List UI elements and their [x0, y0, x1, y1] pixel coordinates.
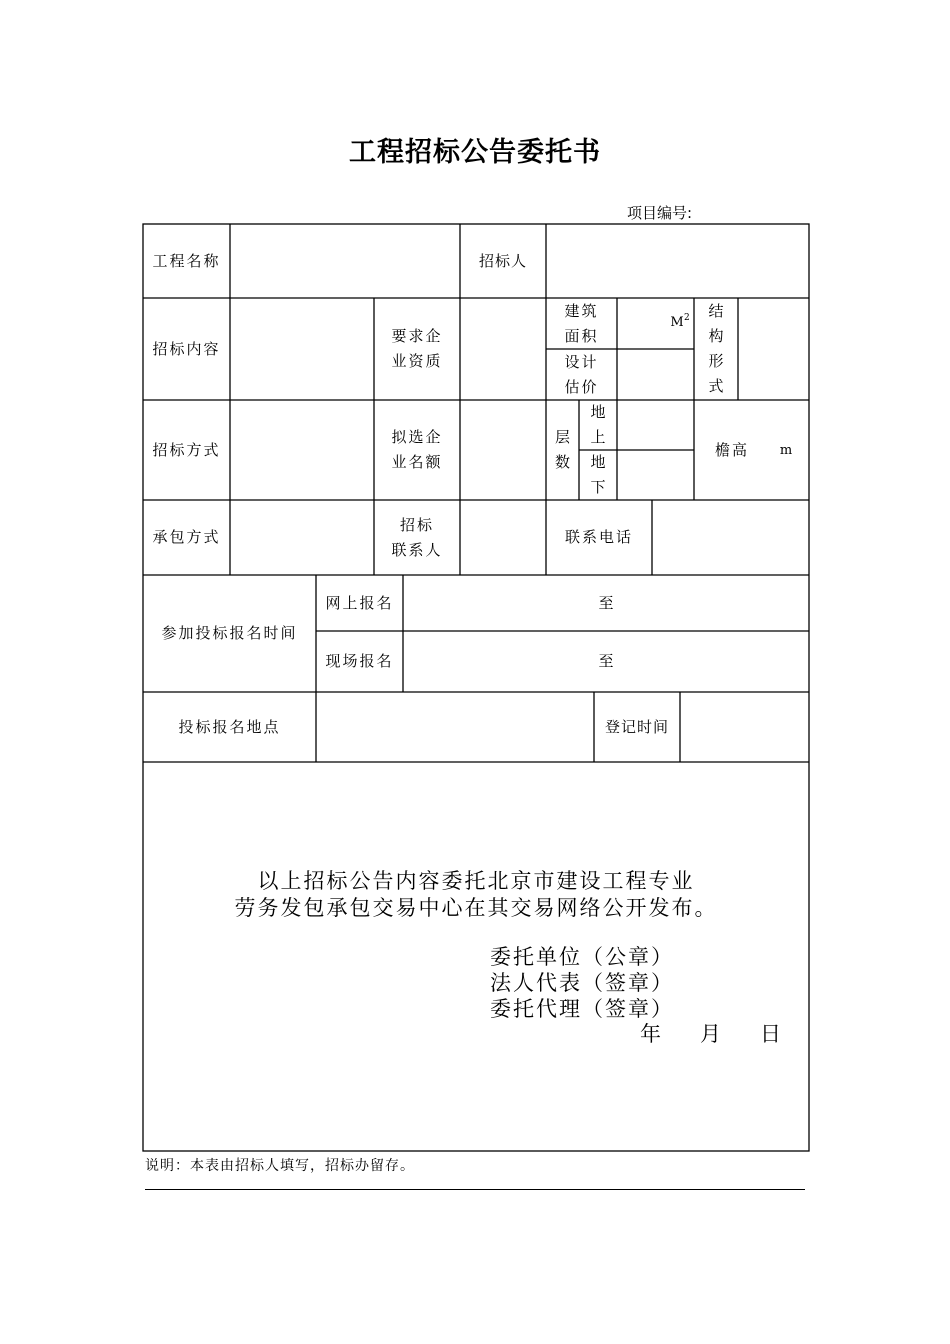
entrustment-statement: [143, 868, 809, 922]
date-day: 日: [760, 1022, 781, 1046]
date-year: 年: [640, 1022, 661, 1046]
online-to: 至: [598, 593, 614, 612]
eave-height-unit: m: [779, 443, 793, 458]
tenderer-label: 招标人: [478, 251, 527, 270]
project-name-label: 工程名称: [152, 251, 221, 270]
onsite-registration-field[interactable]: [403, 631, 809, 692]
onsite-registration-label: 现场报名: [325, 652, 394, 670]
building-area-label: 建筑 面积: [564, 301, 599, 345]
tender-content-label: 招标内容: [152, 339, 221, 358]
contract-method-field[interactable]: [230, 500, 374, 575]
document-title: 工程招标公告委托书: [349, 137, 601, 168]
structure-type-field[interactable]: [738, 298, 809, 400]
below-ground-field[interactable]: [617, 450, 694, 500]
qualification-label: 要求企 业资质: [391, 327, 443, 370]
design-estimate-field[interactable]: [617, 349, 694, 400]
online-registration-label: 网上报名: [325, 593, 394, 612]
statement-line-2: 劳务发包承包交易中心在其交易网络公开发布。: [234, 896, 718, 920]
registration-time-label: 参加投标报名时间: [161, 624, 298, 642]
floors-label: 层 数: [554, 428, 570, 471]
above-ground-field[interactable]: [617, 400, 694, 450]
project-name-field[interactable]: [230, 224, 460, 298]
area-unit-superscript: 2: [684, 313, 690, 323]
statement-line-1: 以上招标公告内容委托北京市建设工程专业: [257, 869, 695, 893]
project-number-label: 项目编号:: [627, 204, 693, 222]
legal-representative-seal: 法人代表（签章）: [490, 971, 674, 995]
below-ground-label: 地 下: [590, 453, 606, 496]
onsite-to: 至: [598, 652, 614, 670]
entrusted-agent-seal: 委托代理（签章）: [490, 997, 674, 1021]
shortlist-count-field[interactable]: [460, 400, 546, 500]
registration-place-label: 投标报名地点: [178, 717, 281, 736]
contract-method-label: 承包方式: [152, 528, 221, 546]
tender-method-field[interactable]: [230, 400, 374, 500]
registration-place-field[interactable]: [316, 692, 594, 762]
qualification-field[interactable]: [460, 298, 546, 400]
tender-contact-label: 招标 联系人: [391, 515, 443, 559]
shortlist-count-label: 拟选企 业名额: [391, 428, 443, 471]
register-time-label: 登记时间: [604, 717, 669, 736]
online-registration-field[interactable]: [403, 575, 809, 631]
register-time-field[interactable]: [680, 692, 809, 762]
eave-height-label: 檐高: [714, 441, 749, 459]
area-unit: M: [670, 315, 684, 330]
footer-divider: [145, 1189, 805, 1190]
design-estimate-label: 设计 估价: [564, 352, 599, 396]
contact-phone-label: 联系电话: [564, 528, 633, 546]
entrusting-unit-seal: 委托单位（公章）: [490, 945, 674, 969]
tender-method-label: 招标方式: [152, 440, 221, 459]
footer-note: 说明：本表由招标人填写，招标办留存。: [145, 1158, 415, 1174]
date-month: 月: [700, 1022, 721, 1046]
structure-type-label: 结 构 形 式: [708, 302, 724, 395]
tender-content-field[interactable]: [230, 298, 374, 400]
contact-phone-field[interactable]: [652, 500, 809, 575]
tender-contact-field[interactable]: [460, 500, 546, 575]
tenderer-field[interactable]: [546, 224, 809, 298]
above-ground-label: 地 上: [590, 403, 606, 446]
